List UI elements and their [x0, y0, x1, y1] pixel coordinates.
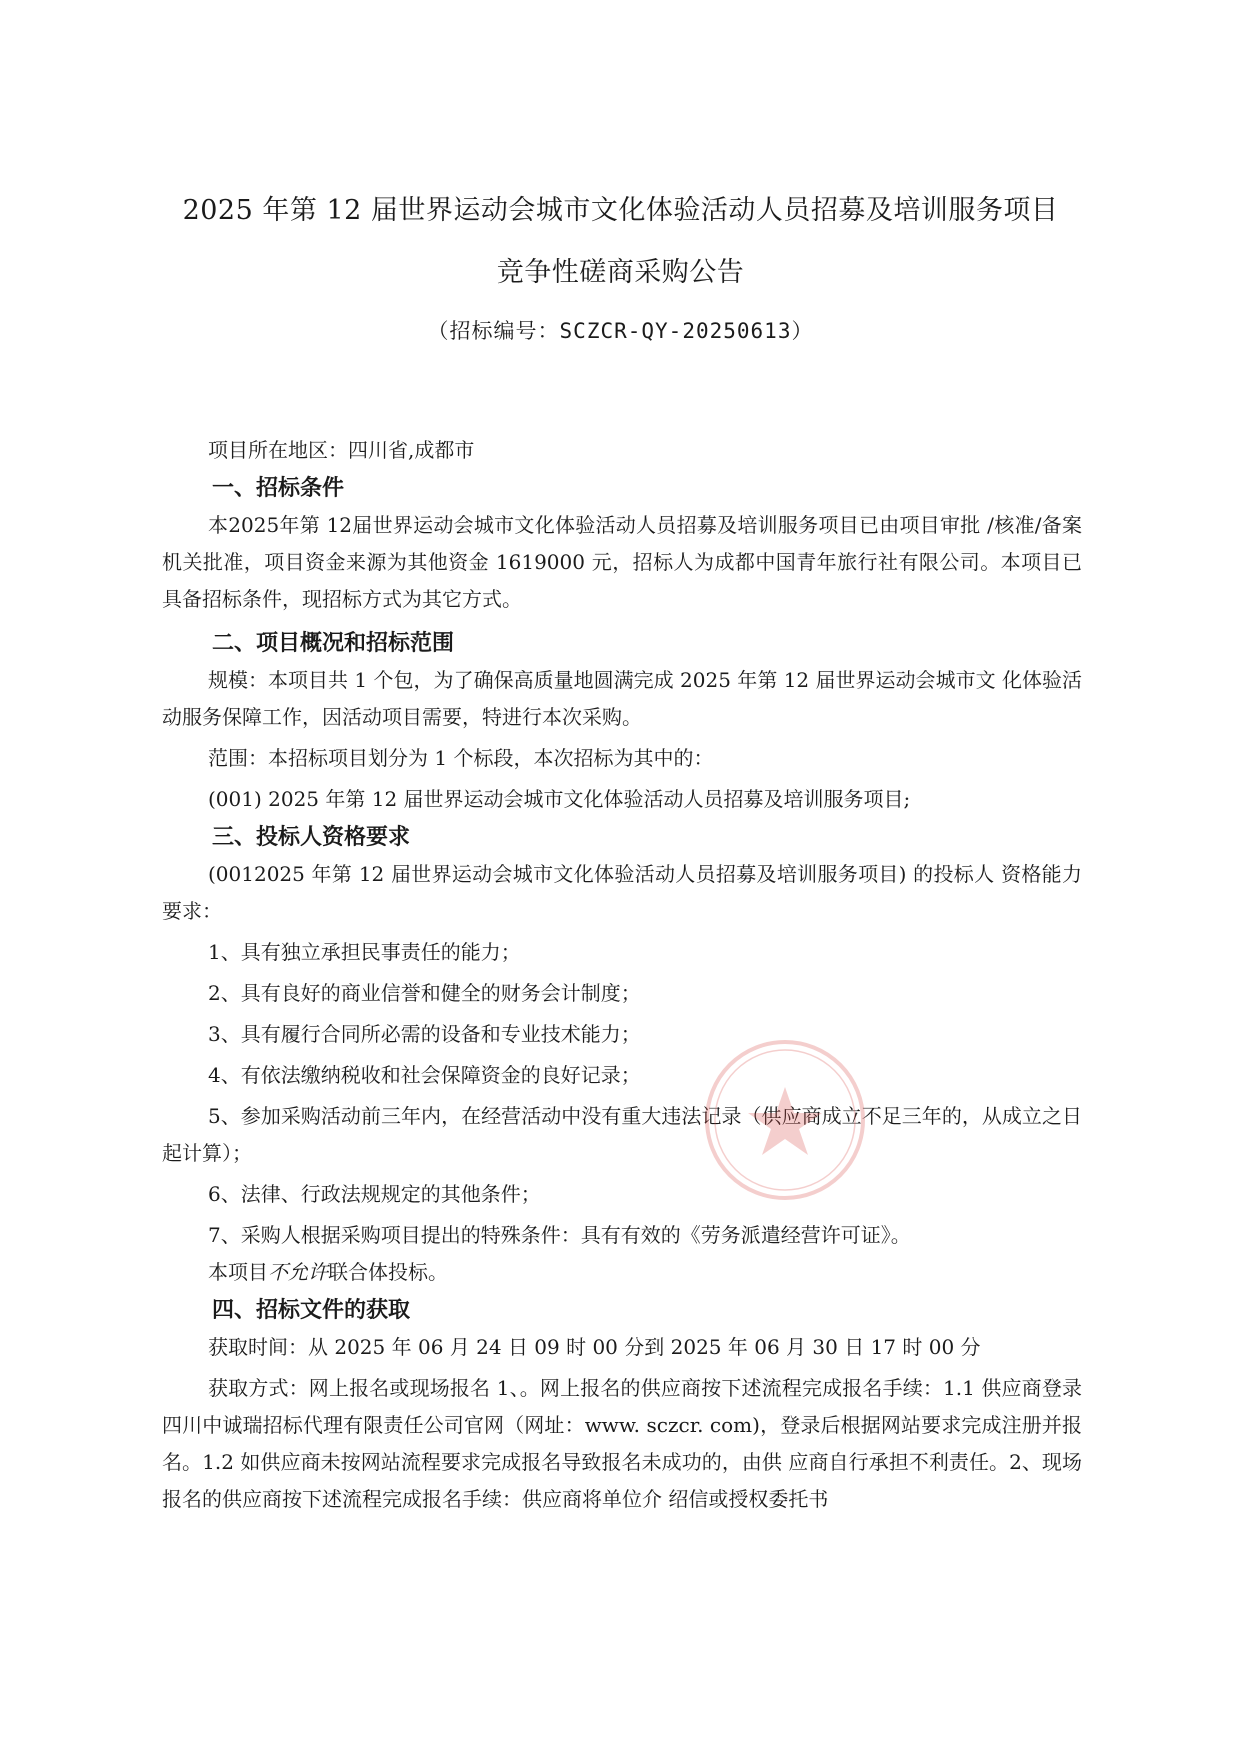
section-heading-4: 四、招标文件的获取 [212, 1297, 411, 1323]
section-2-scale: 规模：本项目共 1 个包，为了确保高质量地圆满完成 2025 年第 12 届世界运动会城市文 化体验活动服务保障工作，因活动项目需要，特进行本次采购。 [162, 668, 1082, 729]
requirement-item: 6、法律、行政法规规定的其他条件； [208, 1182, 541, 1206]
title-block [60, 190, 1181, 346]
requirement-item: 5、参加采购活动前三年内，在经营活动中没有重大违法记录（供应商成立不足三年的，从成立之日起计算）； [162, 1104, 1082, 1165]
section-3-intro: (0012025 年第 12 届世界运动会城市文化体验活动人员招募及培训服务项目) 的投标人 资格能力要求： [162, 862, 1082, 923]
section-1-paragraph: 本2025年第 12届世界运动会城市文化体验活动人员招募及培训服务项目已由项目审批 /核准/备案机关批准，项目资金来源为其他资金 1619000 元，招标人为成都中国青年旅行社有限公司。本项目已具备招标条件，现招标方式为其它方式。 [162, 513, 1082, 611]
document-title-line1: 2025 年第 12 届世界运动会城市文化体验活动人员招募及培训服务项目 [182, 195, 1059, 226]
acquisition-method: 获取方式：网上报名或现场报名 1、。网上报名的供应商按下述流程完成报名手续：1.1 供应商登录四川中诚瑞招标代理有限责任公司官网（网址：www. sczcr. com)，登录后根据网站要求完成注册并报名。1.2 如供应商未按网站流程要求完成报名导致报名未成功的，由供 应商自行承担不利责任。2、现场报名的供应商按下述流程完成报名手续：供应商将单位介 绍信或授权委托书 [162, 1376, 1082, 1511]
requirement-item: 7、采购人根据采购项目提出的特殊条件：具有有效的《劳务派遣经营许可证》。 [208, 1223, 911, 1247]
union-bid-note [162, 1254, 1082, 1291]
section-2-item: (001) 2025 年第 12 届世界运动会城市文化体验活动人员招募及培训服务项目; [208, 787, 911, 811]
section-heading-2: 二、项目概况和招标范围 [212, 630, 455, 656]
requirement-item: 3、具有履行合同所必需的设备和专业技术能力； [208, 1022, 641, 1046]
requirement-item: 4、有依法缴纳税收和社会保障资金的良好记录； [208, 1063, 641, 1087]
section-heading-1: 一、招标条件 [212, 475, 345, 501]
section-heading-3: 三、投标人资格要求 [212, 824, 411, 850]
union-emphasis: 不允许 [268, 1260, 328, 1284]
project-region: 项目所在地区：四川省,成都市 [208, 438, 475, 462]
requirement-item: 2、具有良好的商业信誉和健全的财务会计制度； [208, 981, 641, 1005]
union-pre: 本项目 [208, 1260, 268, 1284]
union-post: 联合体投标。 [328, 1260, 448, 1284]
acquisition-time: 获取时间：从 2025 年 06 月 24 日 09 时 00 分到 2025 年 06 月 30 日 17 时 00 分 [208, 1335, 981, 1359]
requirement-item: 1、具有独立承担民事责任的能力； [208, 940, 521, 964]
document-body [162, 432, 1082, 1518]
section-2-range: 范围：本招标项目划分为 1 个标段，本次招标为其中的： [208, 746, 714, 770]
tender-code: （招标编号：SCZCR-QY-20250613） [427, 319, 814, 343]
document-title-line2: 竞争性磋商采购公告 [496, 257, 745, 288]
